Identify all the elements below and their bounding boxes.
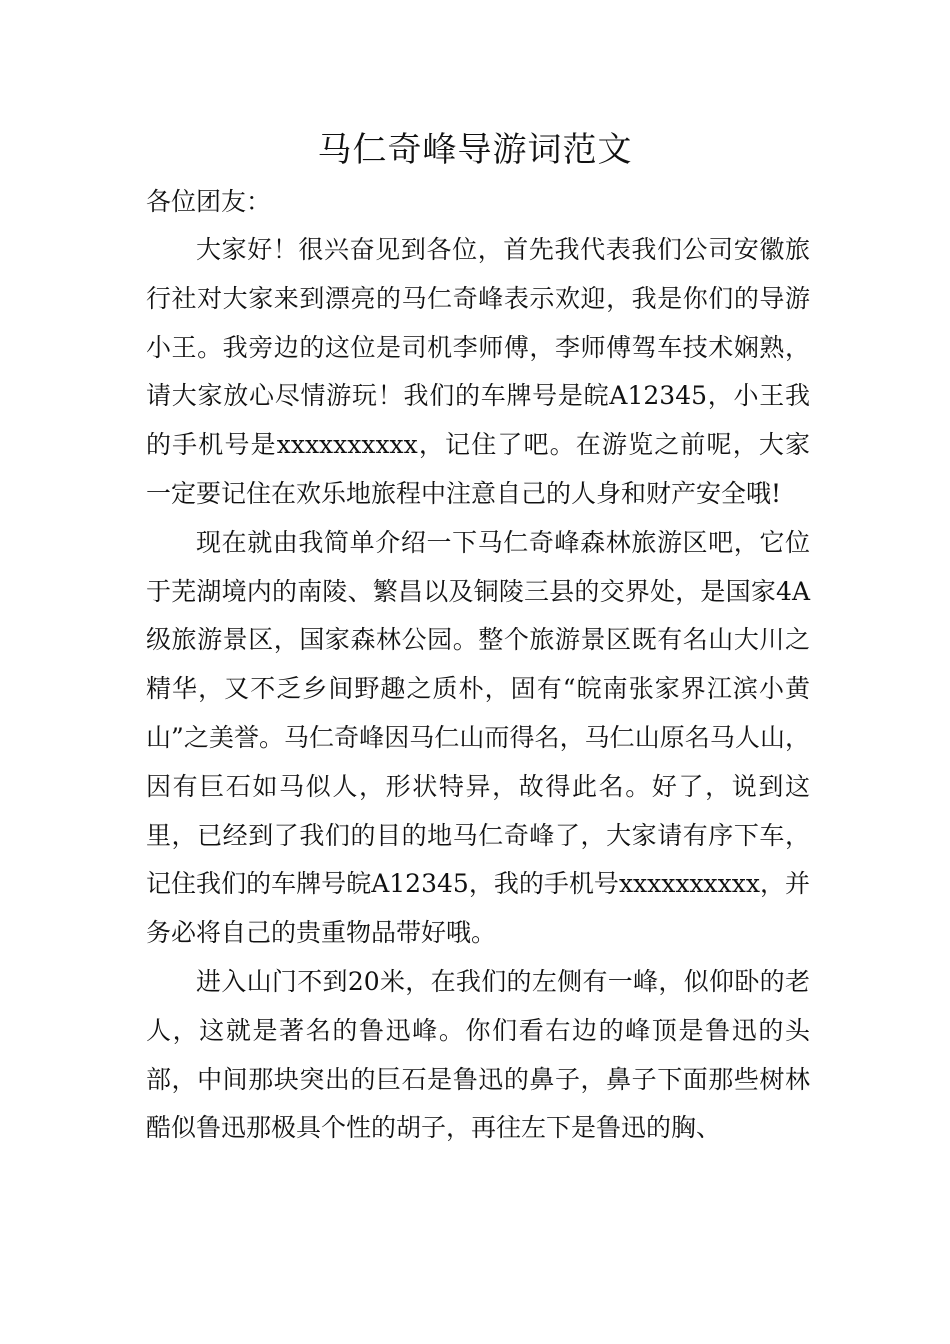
document-body [146,226,810,1153]
document-title: 马仁奇峰导游词范文 [317,130,633,170]
paragraph-luxun-peak: 进入山门不到20米，在我们的左侧有一峰，似仰卧的老人，这就是著名的鲁迅峰。你们看右边的峰顶是鲁迅的头部，中间那块突出的巨石是鲁迅的鼻子，鼻子下面那些树林酷似鲁迅那极具个性的胡子，再往左下是鲁迅的胸、 [146,966,810,1143]
salutation: 各位团友： [146,187,272,216]
paragraph-introduction: 现在就由我简单介绍一下马仁奇峰森林旅游区吧，它位于芜湖境内的南陵、繁昌以及铜陵三县的交界处，是国家4A级旅游景区，国家森林公园。整个旅游景区既有名山大川之精华，又不乏乡间野趣之质朴，固有“皖南张家界江滨小黄山”之美誉。马仁奇峰因马仁山而得名，马仁山原名马人山，因有巨石如马似人，形状特异，故得此名。好了，说到这里，已经到了我们的目的地马仁奇峰了，大家请有序下车，记住我们的车牌号皖A12345，我的手机号xxxxxxxxxx，并务必将自己的贵重物品带好哦。 [146,527,810,948]
paragraph-greeting: 大家好！很兴奋见到各位，首先我代表我们公司安徽旅行社对大家来到漂亮的马仁奇峰表示欢迎，我是你们的导游小王。我旁边的这位是司机李师傅，李师傅驾车技术娴熟，请大家放心尽情游玩！我们的车牌号是皖A12345，小王我的手机号是xxxxxxxxxx，记住了吧。在游览之前呢，大家一定要记住在欢乐地旅程中注意自己的人身和财产安全哦! [146,235,810,508]
